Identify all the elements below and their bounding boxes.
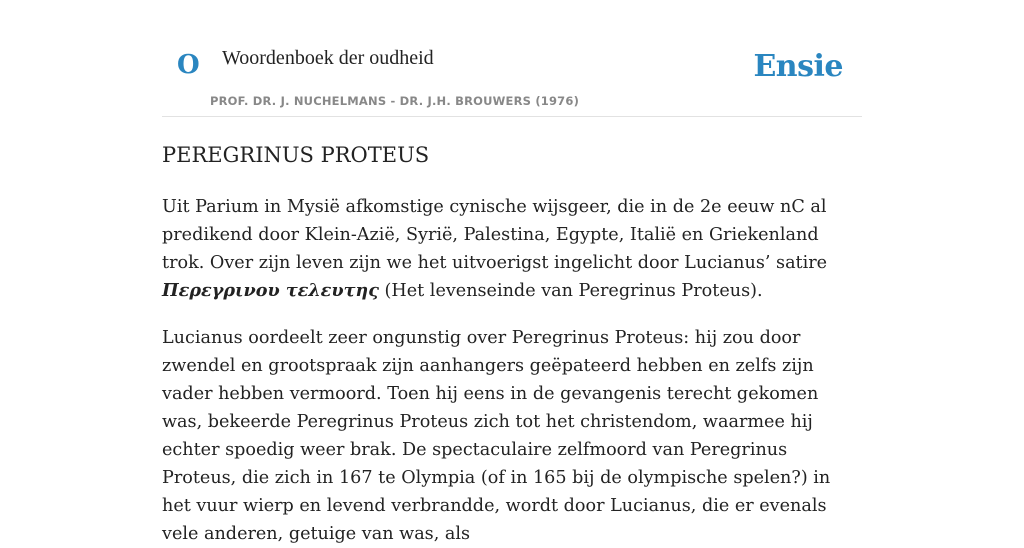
entry-paragraph-1 [162, 193, 862, 305]
book-authors: PROF. DR. J. NUCHELMANS - DR. J.H. BROUWERS (1976) [210, 94, 580, 108]
page [162, 0, 862, 548]
entry-title: PEREGRINUS PROTEUS [162, 143, 430, 167]
ensie-logo[interactable]: Ensie [753, 49, 843, 84]
entry-paragraph-2: Lucianus oordeelt zeer ongunstig over Peregrinus Proteus: hij zou door zwendel en grootspraak zijn aanhangers geëpateerd hebben en zelfs zijn vader hebben vermoord. Toen hij eens in de gevangenis terecht gekomen was, bekeerde Peregrinus Proteus zich tot het christendom, waarmee hij echter spoedig weer brak. De spectaculaire zelfmoord van Peregrinus Proteus, die zich in 167 te Olympia (of in 165 bij de olympische spelen?) in het vuur wierp en levend verbrandde, wordt door Lucianus, die er evenals vele anderen, getuige van was, als [162, 328, 831, 545]
book-title-link[interactable]: Woordenboek der oudheid [222, 47, 434, 69]
greek-title: Περεγρινου τελευτης [162, 280, 379, 302]
paragraph-1-text: Uit Parium in Mysië afkomstige cynische wijsgeer, die in de 2e eeuw nC al predikend door Klein-Azië, Syrië, Palestina, Egypte, Italië en Griekenland trok. Over zijn leven zijn we het uitvoerigst ingelicht door Lucianus’ satire [162, 197, 828, 274]
book-letter-logo[interactable]: O [177, 50, 200, 80]
page-header [162, 0, 862, 117]
paragraph-1-after: (Het levenseinde van Peregrinus Proteus). [378, 281, 763, 302]
